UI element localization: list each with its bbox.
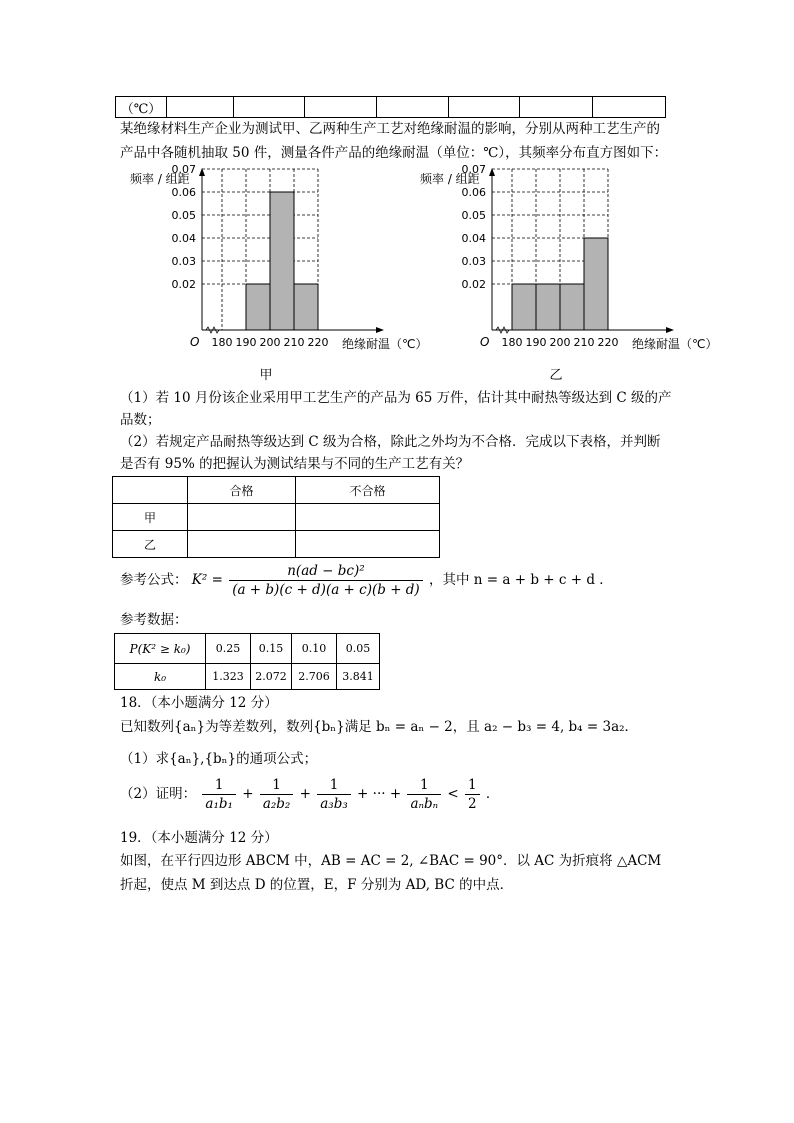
histogram-bar xyxy=(270,192,294,330)
x-tick-label: 180 xyxy=(211,336,233,349)
formula-numerator: n(ad − bc)² xyxy=(229,562,423,581)
histogram-bar xyxy=(536,284,560,330)
reference-data-table xyxy=(114,633,380,690)
y-tick-label: 0.07 xyxy=(461,165,486,176)
histogram-jia xyxy=(120,165,440,385)
y-axis-label: 频率 / 组距 xyxy=(420,172,480,186)
y-tick-label: 0.05 xyxy=(461,209,486,222)
histogram-yi xyxy=(410,165,740,385)
x-tick-label: 200 xyxy=(259,336,281,349)
ref-cell: 0.10 xyxy=(292,634,337,664)
y-tick-label: 0.03 xyxy=(171,255,196,268)
q18-stem: 已知数列{aₙ}为等差数列，数列{bₙ}满足 bₙ = aₙ − 2，且 a₂ − b₃ = 4, b₄ = 3a₂． xyxy=(120,719,639,735)
formula-lhs: K² = xyxy=(191,572,223,588)
x-tick-label: 210 xyxy=(283,336,305,349)
table-cell xyxy=(296,504,440,531)
top-table-first-cell: （℃） xyxy=(116,97,167,118)
table-header-fail: 不合格 xyxy=(296,477,440,504)
ref-cell: 0.15 xyxy=(251,634,292,664)
y-tick-label: 0.02 xyxy=(461,278,486,291)
y-tick-label: 0.02 xyxy=(171,278,196,291)
x-axis-label: 绝缘耐温（℃） xyxy=(632,337,718,351)
intro-line-2: 产品中各随机抽取 50 件，测量各件产品的绝缘耐温（单位：℃），其频率分布直方图如下： xyxy=(120,145,668,161)
x-axis-arrow xyxy=(666,327,674,333)
x-tick-label: 190 xyxy=(525,336,547,349)
q18-part2: （2）证明： $\frac{1}{\text{a₁b₁}}$ + $\frac{1}{\text{a₂b₂}}$ + $\frac{1}{\text{a₃b₃}}$ + ··· + $\frac{1}{\text{aₙbₙ}}$ < $\frac{1}{2}$ ． xyxy=(120,777,500,812)
term-n: $\frac{1}{\text{aₙbₙ}}$ xyxy=(407,776,441,813)
x-tick-label: 180 xyxy=(501,336,523,349)
contingency-table xyxy=(112,476,440,558)
y-axis-label: 频率 / 组距 xyxy=(130,172,190,186)
term-2: $\frac{1}{\text{a₂b₂}}$ xyxy=(260,776,294,813)
table-row-label-jia: 甲 xyxy=(113,504,188,531)
ref-cell: 1.323 xyxy=(206,664,251,690)
intro-line-1: 某绝缘材料生产企业为测试甲、乙两种生产工艺对绝缘耐温的影响，分别从两种工艺生产的 xyxy=(120,121,660,137)
table-cell xyxy=(296,531,440,558)
table-cell xyxy=(188,504,296,531)
chart-caption: 甲 xyxy=(259,368,273,383)
x-axis-arrow xyxy=(376,327,384,333)
y-tick-label: 0.07 xyxy=(171,165,196,176)
rhs-half: $\frac{1}{2}$ xyxy=(465,776,480,813)
q1-line-2: 品数； xyxy=(120,412,161,428)
ref-data-label: 参考数据： xyxy=(120,612,188,628)
formula-suffix: ，其中 n = a + b + c + d ． xyxy=(429,572,613,588)
table-header-blank xyxy=(113,477,188,504)
ref-cell: 3.841 xyxy=(337,664,380,690)
table-row-label-yi: 乙 xyxy=(113,531,188,558)
histogram-bar xyxy=(560,284,584,330)
histogram-bar xyxy=(294,284,318,330)
q19-line-1: 如图，在平行四边形 ABCM 中，AB = AC = 2, ∠BAC = 90°．以 AC 为折痕将 △ACM xyxy=(120,853,662,869)
origin-label: O xyxy=(480,335,490,349)
reference-formula xyxy=(120,562,613,599)
q2-line-2: 是否有 95% 的把握认为测试结果与不同的生产工艺有关？ xyxy=(120,456,470,472)
table-header-pass: 合格 xyxy=(188,477,296,504)
q18-header: 18．（本小题满分 12 分） xyxy=(120,695,278,711)
y-tick-label: 0.04 xyxy=(461,232,486,245)
ref-cell: 0.25 xyxy=(206,634,251,664)
histogram-bar xyxy=(246,284,270,330)
q2-line-1: （2）若规定产品耐热等级达到 C 级为合格，除此之外均为不合格．完成以下表格，并判断 xyxy=(120,434,661,450)
ref-row2-head: k₀ xyxy=(115,664,206,690)
ref-row1-head: P(K² ≥ k₀) xyxy=(115,634,206,664)
q19-line-2: 折起，使点 M 到达点 D 的位置，E，F 分别为 AD, BC 的中点． xyxy=(120,877,514,893)
table-cell xyxy=(188,531,296,558)
term-3: $\frac{1}{\text{a₃b₃}}$ xyxy=(317,776,351,813)
y-tick-label: 0.06 xyxy=(171,186,196,199)
q1-line-1: （1）若 10 月份该企业采用甲工艺生产的产品为 65 万件，估计其中耐热等级达到 C 级的产 xyxy=(120,390,672,406)
y-tick-label: 0.03 xyxy=(461,255,486,268)
histogram-bar xyxy=(584,238,608,330)
x-tick-label: 190 xyxy=(235,336,257,349)
term-1: $\frac{1}{\text{a₁b₁}}$ xyxy=(202,776,236,813)
formula-denominator: (a + b)(c + d)(a + c)(b + d) xyxy=(232,582,420,598)
x-tick-label: 220 xyxy=(597,336,619,349)
x-tick-label: 200 xyxy=(549,336,571,349)
x-tick-label: 220 xyxy=(307,336,329,349)
y-tick-label: 0.05 xyxy=(171,209,196,222)
ref-cell: 0.05 xyxy=(337,634,380,664)
ref-cell: 2.706 xyxy=(292,664,337,690)
origin-label: O xyxy=(190,335,200,349)
formula-label: 参考公式： xyxy=(120,572,188,588)
x-tick-label: 210 xyxy=(573,336,595,349)
x-axis-label: 绝缘耐温（℃） xyxy=(342,337,428,351)
q19-header: 19．（本小题满分 12 分） xyxy=(120,830,278,846)
y-tick-label: 0.06 xyxy=(461,186,486,199)
q18-part2-label: （2）证明： xyxy=(120,786,197,802)
top-table-remnant xyxy=(115,96,666,118)
ref-cell: 2.072 xyxy=(251,664,292,690)
chart-caption: 乙 xyxy=(549,368,563,383)
histogram-bar xyxy=(512,284,536,330)
formula-fraction xyxy=(229,562,423,599)
q18-part1: （1）求{aₙ},{bₙ}的通项公式； xyxy=(120,751,318,767)
y-tick-label: 0.04 xyxy=(171,232,196,245)
